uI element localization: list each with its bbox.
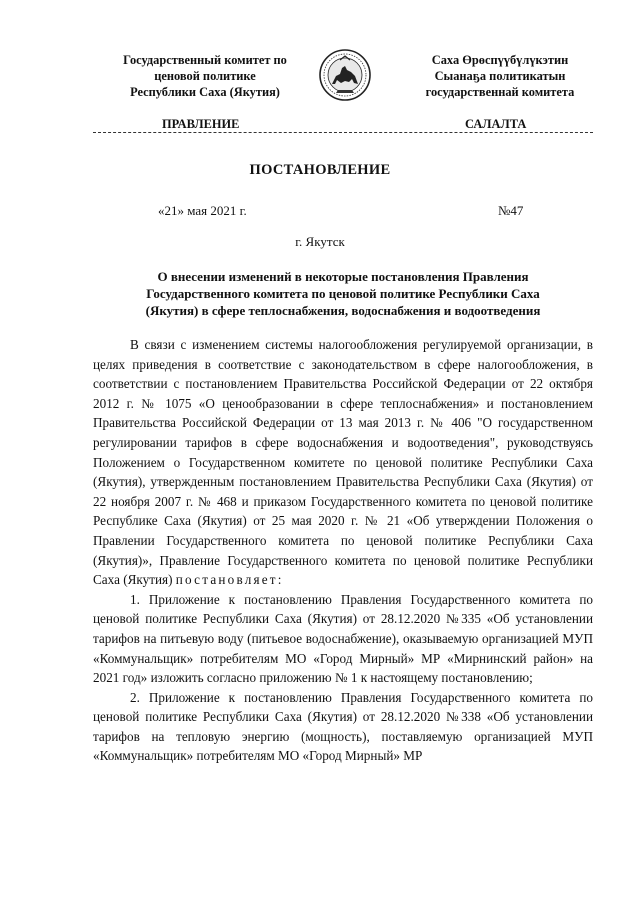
issuer-name-yakut [390, 52, 610, 100]
issuer-line: ценовой политике [154, 69, 256, 83]
item-2-paragraph: 2. Приложение к постановлению Правления Государственного комитета по ценовой политике Республики Саха (Якутия) от 28.12.2020 №338 «Об установлении тарифов на тепловую энергию (мощность), поставляемую организацией МУП «Коммунальщик» потребителям МО «Город Мирный» МР [93, 689, 593, 764]
preamble-paragraph [93, 335, 593, 590]
dashed-divider [93, 132, 593, 133]
issuer-line: Сыанаҕа политикатын [434, 69, 566, 83]
document-number: №47 [498, 203, 524, 218]
republic-sakha-coat-of-arms-icon [318, 46, 372, 104]
unit-label-yakut: САЛАЛТА [465, 117, 527, 131]
unit-label-russian: ПРАВЛЕНИЕ [162, 117, 240, 131]
issuer-line: Государственный комитет по [123, 53, 287, 67]
subject-line: Государственного комитета по ценовой политике Республики Саха [146, 286, 540, 301]
issuer-line: Республики Саха (Якутия) [130, 85, 280, 99]
document-title: ПОСТАНОВЛЕНИЕ [249, 162, 391, 178]
document-date: «21» мая 2021 г. [158, 203, 247, 218]
document-subject [93, 268, 593, 319]
subject-line: (Якутия) в сфере теплоснабжения, водоснабжения и водоотведения [145, 303, 541, 318]
issuer-line: государственнай комитета [425, 85, 575, 99]
preamble-text: В связи с изменением системы налогообложения регулируемой организации, в целях приведения в соответствие с законодательством в сфере налогообложения, в соответствии с постановлением Правительства Российской Федерации от 22 октября 2012 г. № 1075 «О ценообразовании в сфере теплоснабжения» и постановлением Правительства Российской Федерации от 13 мая 2013 г. № 406 "О государственном регулировании тарифов в сфере водоснабжения и водоотведения", руководствуясь Положением о Государственном комитете по ценовой политике Республики Саха (Якутия), утвержденным постановлением Правительства Республики Саха (Якутия) от 22 ноября 2007 г. № 468 и приказом Государственного комитета по ценовой политике Республике Саха (Якутия) от 25 мая 2020 г. № 21 «Об утверждении Положения о Правлении Государственного комитета по ценовой политике Республики Саха (Якутия)», Правление Государственного комитета по ценовой политике Республики Саха (Якутия) [93, 337, 593, 588]
item-1-paragraph: 1. Приложение к постановлению Правления Государственного комитета по ценовой политике Республики Саха (Якутия) от 28.12.2020 №335 «Об установлении тарифов на питьевую воду (питьевое водоснабжение), оказываемую организацией МУП «Коммунальщик» потребителям МО «Город Мирный» МР «Мирнинский район» на 2021 год» изложить согласно приложению № 1 к настоящему постановлению; [93, 591, 593, 686]
issuer-name-russian [100, 52, 310, 100]
document-city: г. Якутск [295, 234, 345, 249]
decree-word: постановляет: [175, 572, 284, 588]
issuer-line: Саха Өрөспүүбүлүкэтин [431, 53, 569, 67]
subject-line: О внесении изменений в некоторые постановления Правления [157, 269, 529, 284]
document-body [93, 335, 593, 766]
